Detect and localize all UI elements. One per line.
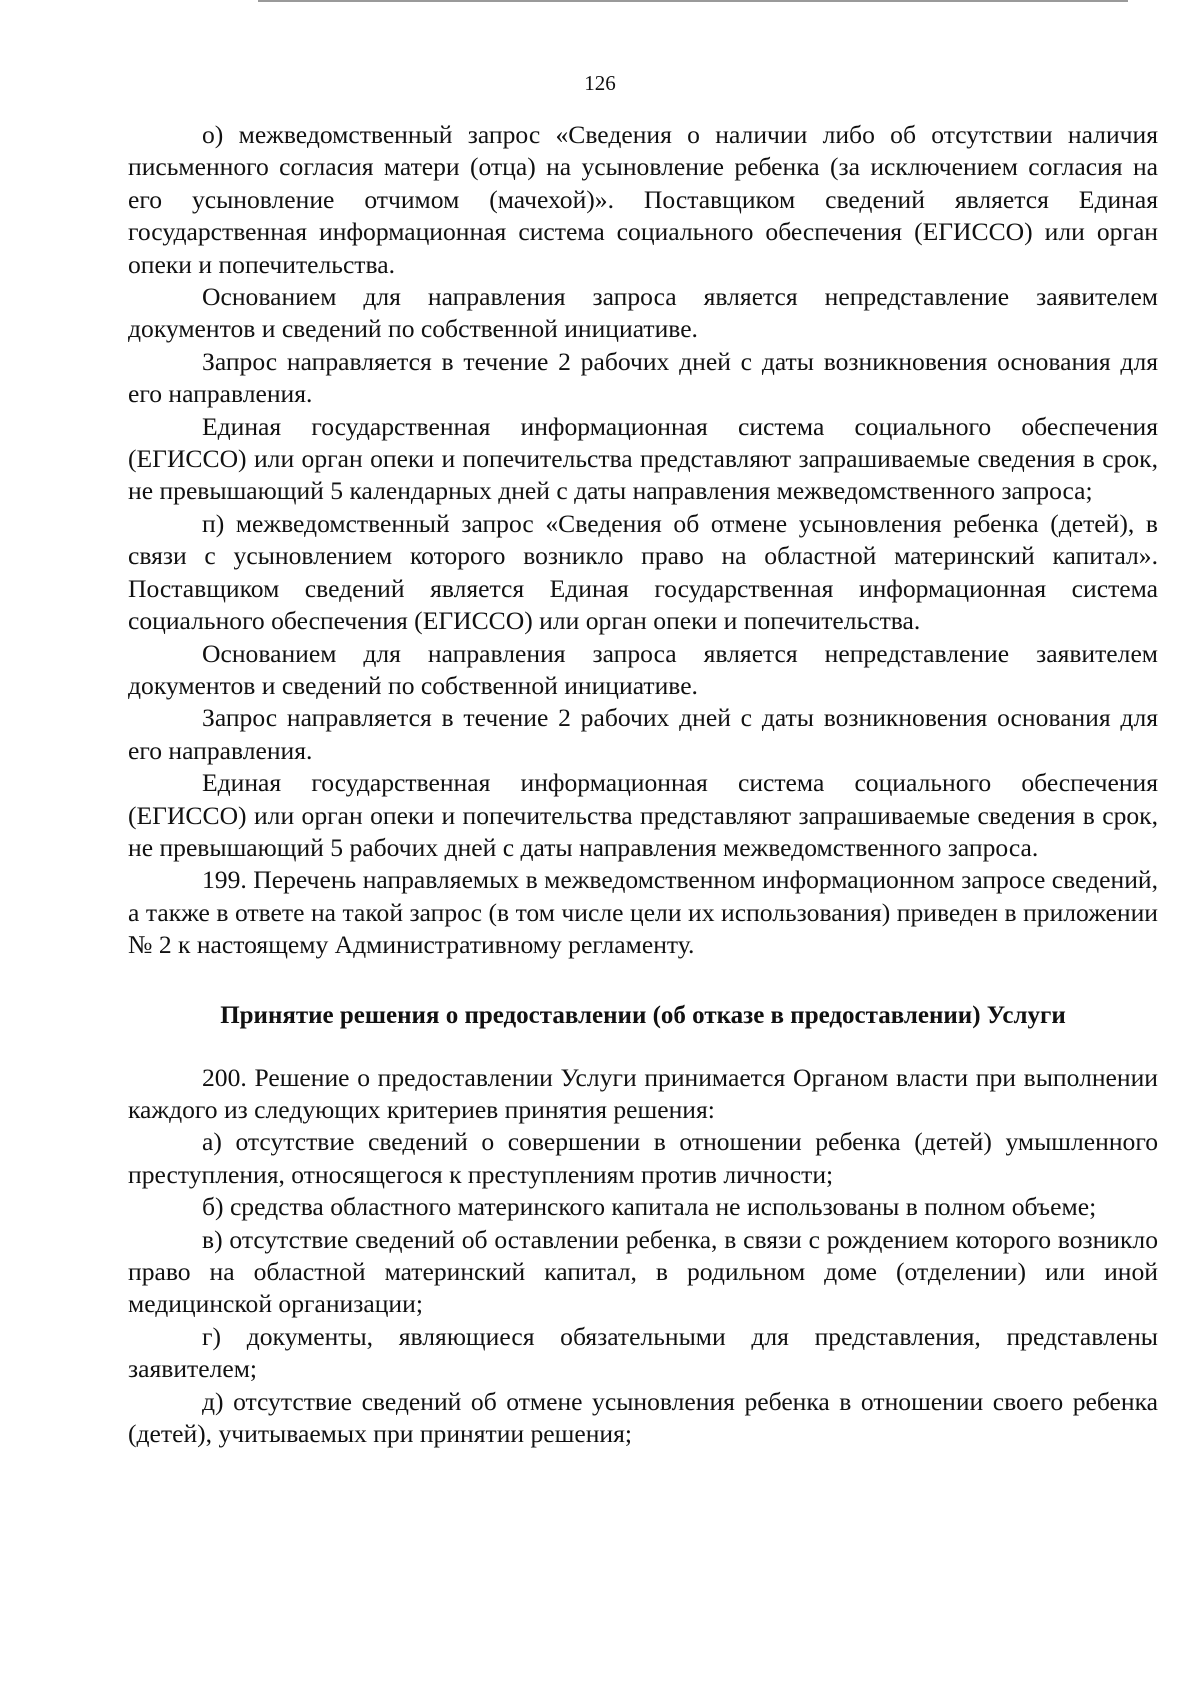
paragraph-response: Единая государственная информационная система социального обеспечения (ЕГИССО) или орган опеки и попечительства представляют запрашиваемые сведения в срок, не превышающий 5 календарных дней с даты направления межведомственного запроса; xyxy=(128,411,1158,506)
document-body xyxy=(128,119,1158,1450)
page-number: 126 xyxy=(584,71,616,95)
section-heading: Принятие решения о предоставлении (об отказе в предоставлении) Услуги xyxy=(220,1001,1066,1029)
paragraph-clause-199: 199. Перечень направляемых в межведомственном информационном запросе сведений, а также в ответе на такой запрос (в том числе цели их использования) приведен в приложении № 2 к настоящему Административному регламенту. xyxy=(128,865,1158,960)
paragraph-deadline: Запрос направляется в течение 2 рабочих дней с даты возникновения основания для его направления. xyxy=(128,703,1158,765)
paragraph-basis: Основанием для направления запроса является непредставление заявителем документов и сведений по собственной инициативе. xyxy=(128,638,1158,700)
criterion-g: г) документы, являющиеся обязательными для представления, представлены заявителем; xyxy=(128,1321,1158,1384)
paragraph-deadline: Запрос направляется в течение 2 рабочих дней с даты возникновения основания для его направления. xyxy=(128,346,1158,409)
criterion-b: б) средства областного материнского капитала не использованы в полном объеме; xyxy=(202,1192,1097,1222)
paragraph-item-o: о) межведомственный запрос «Сведения о наличии либо об отсутствии наличия письменного согласия матери (отца) на усыновление ребенка (за исключением согласия на его усыновление отчимом (мачехой)». Поставщиком сведений является Единая государственная информационная система социального обеспечения (ЕГИССО) или орган опеки и попечительства. xyxy=(128,120,1158,279)
criterion-v: в) отсутствие сведений об оставлении ребенка, в связи с рождением которого возникло право на областной материнский капитал, в родильном доме (отделении) или иной медицинской организации; xyxy=(128,1224,1158,1319)
paragraph-item-p: п) межведомственный запрос «Сведения об отмене усыновления ребенка (детей), в связи с усыновлением которого возникло право на областной материнский капитал». Поставщиком сведений является Единая государственная информационная система социального обеспечения (ЕГИССО) или орган опеки и попечительства. xyxy=(128,508,1158,636)
top-edge-rule xyxy=(258,0,1128,2)
criterion-a: а) отсутствие сведений о совершении в отношении ребенка (детей) умышленного преступления, относящегося к преступлениям против личности; xyxy=(128,1127,1158,1189)
paragraph-response: Единая государственная информационная система социального обеспечения (ЕГИССО) или орган опеки и попечительства представляют запрашиваемые сведения в срок, не превышающий 5 рабочих дней с даты направления межведомственного запроса. xyxy=(128,768,1158,862)
paragraph-clause-200: 200. Решение о предоставлении Услуги принимается Органом власти при выполнении каждого из следующих критериев принятия решения: xyxy=(128,1062,1158,1124)
paragraph-basis: Основанием для направления запроса является непредставление заявителем документов и сведений по собственной инициативе. xyxy=(128,282,1158,344)
criterion-d: д) отсутствие сведений об отмене усыновления ребенка в отношении своего ребенка (детей), учитываемых при принятии решения; xyxy=(128,1386,1158,1449)
